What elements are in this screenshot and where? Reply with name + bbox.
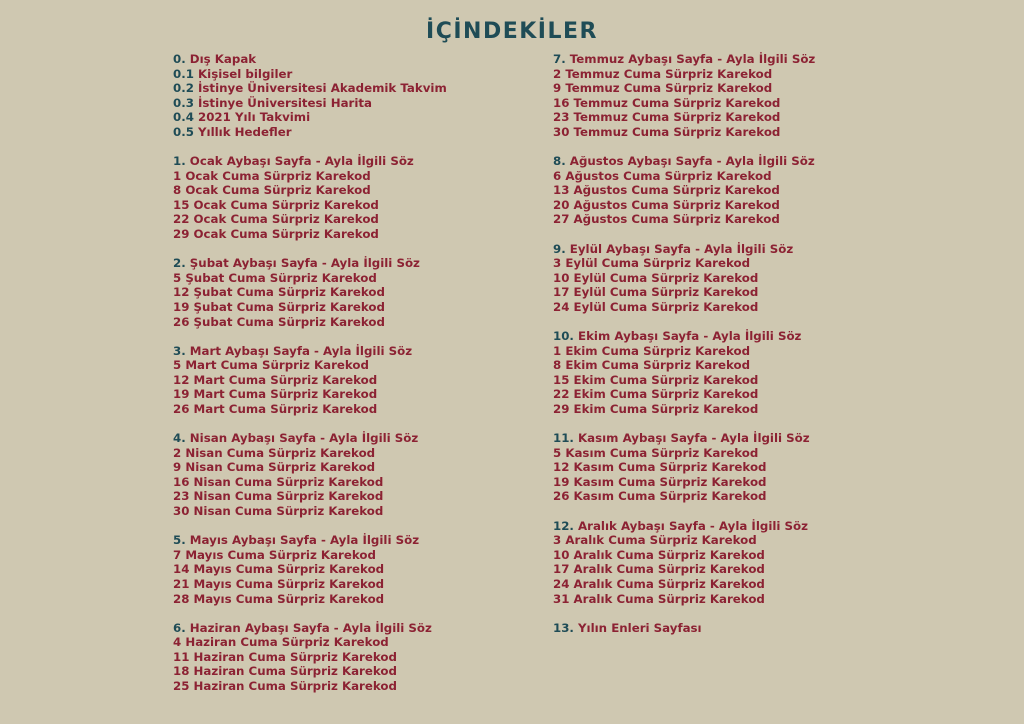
toc-entry-number: 7. xyxy=(553,52,566,66)
toc-entry xyxy=(173,154,447,169)
toc-entry xyxy=(553,533,815,548)
toc-entry xyxy=(173,256,447,271)
toc-entry xyxy=(173,183,447,198)
toc-entry-text: 2021 Yılı Takvimi xyxy=(193,110,311,125)
toc-entry-text: Ocak Aybaşı Sayfa - Ayla İlgili Söz xyxy=(185,154,414,169)
toc-entry xyxy=(553,81,815,96)
toc-entry-number: 0.5 xyxy=(173,124,194,139)
toc-entry-number: 0.3 xyxy=(173,95,194,110)
toc-entry xyxy=(553,96,815,111)
toc-entry-number: 2. xyxy=(173,256,186,271)
toc-entry-text: 26 Kasım Cuma Sürpriz Karekod xyxy=(553,489,767,504)
toc-entry-text: Dış Kapak xyxy=(185,52,257,66)
toc-entry-text: 8 Ocak Cuma Sürpriz Karekod xyxy=(173,183,371,198)
toc-entry xyxy=(173,402,447,417)
toc-entry xyxy=(553,358,815,373)
toc-entry xyxy=(173,387,447,402)
toc-entry-text: 5 Mart Cuma Sürpriz Karekod xyxy=(173,358,369,373)
toc-entry-number: 10. xyxy=(553,329,574,343)
toc-entry xyxy=(173,67,447,82)
toc-entry xyxy=(173,446,447,461)
page-title: İÇİNDEKİLER xyxy=(426,19,598,44)
toc-entry-text: Mayıs Aybaşı Sayfa - Ayla İlgili Söz xyxy=(185,533,420,548)
toc-entry xyxy=(553,110,815,125)
toc-entry-text: 27 Ağustos Cuma Sürpriz Karekod xyxy=(553,212,780,227)
toc-entry xyxy=(173,315,447,330)
toc-entry-number: 6. xyxy=(173,620,186,635)
toc-entry-text: 22 Ocak Cuma Sürpriz Karekod xyxy=(173,212,379,227)
toc-group xyxy=(173,621,447,694)
toc-entry xyxy=(553,519,815,534)
toc-entry xyxy=(173,169,447,184)
toc-entry-text: 17 Aralık Cuma Sürpriz Karekod xyxy=(553,562,765,577)
toc-entry xyxy=(173,198,447,213)
toc-entry xyxy=(173,533,447,548)
toc-entry-text: 12 Şubat Cuma Sürpriz Karekod xyxy=(173,285,385,300)
toc-group xyxy=(553,431,815,504)
toc-entry xyxy=(553,446,815,461)
toc-entry xyxy=(553,475,815,490)
toc-entry xyxy=(553,285,815,300)
toc-entry-text: 3 Aralık Cuma Sürpriz Karekod xyxy=(553,533,757,548)
toc-entry xyxy=(553,344,815,359)
toc-entry xyxy=(173,212,447,227)
toc-entry-text: Eylül Aybaşı Sayfa - Ayla İlgili Söz xyxy=(565,241,794,256)
toc-entry xyxy=(173,548,447,563)
toc-group xyxy=(553,154,815,227)
toc-entry-text: 21 Mayıs Cuma Sürpriz Karekod xyxy=(173,576,385,591)
toc-entry xyxy=(173,285,447,300)
toc-entry-text: 22 Ekim Cuma Sürpriz Karekod xyxy=(553,387,759,402)
toc-entry xyxy=(553,621,815,636)
toc-entry xyxy=(173,110,447,125)
toc-entry-text: 4 Haziran Cuma Sürpriz Karekod xyxy=(173,635,389,650)
toc-entry-number: 0.1 xyxy=(173,66,194,81)
toc-entry-text: İstinye Üniversitesi Harita xyxy=(193,95,373,110)
toc-entry-text: 5 Şubat Cuma Sürpriz Karekod xyxy=(173,270,377,285)
toc-entry-text: Kasım Aybaşı Sayfa - Ayla İlgili Söz xyxy=(573,431,810,446)
toc-entry-text: 14 Mayıs Cuma Sürpriz Karekod xyxy=(173,562,385,577)
toc-entry xyxy=(173,81,447,96)
toc-entry xyxy=(553,67,815,82)
toc-entry xyxy=(553,125,815,140)
toc-entry xyxy=(553,592,815,607)
toc-entry-text: 31 Aralık Cuma Sürpriz Karekod xyxy=(553,591,765,606)
toc-group xyxy=(173,533,447,606)
toc-entry xyxy=(553,271,815,286)
toc-entry-text: 13 Ağustos Cuma Sürpriz Karekod xyxy=(553,183,780,198)
toc-entry-text: Aralık Aybaşı Sayfa - Ayla İlgili Söz xyxy=(573,518,809,533)
toc-entry-text: Şubat Aybaşı Sayfa - Ayla İlgili Söz xyxy=(185,256,420,271)
toc-entry xyxy=(173,650,447,665)
toc-entry-number: 11. xyxy=(553,431,574,446)
toc-entry-text: 16 Nisan Cuma Sürpriz Karekod xyxy=(173,474,384,489)
toc-entry-text: 30 Nisan Cuma Sürpriz Karekod xyxy=(173,504,384,519)
toc-entry-text: 23 Temmuz Cuma Sürpriz Karekod xyxy=(553,110,781,125)
toc-entry-text: İstinye Üniversitesi Akademik Takvim xyxy=(193,81,447,96)
toc-entry xyxy=(553,387,815,402)
toc-entry xyxy=(553,212,815,227)
toc-entry xyxy=(553,577,815,592)
toc-entry xyxy=(173,489,447,504)
toc-entry-text: 29 Ekim Cuma Sürpriz Karekod xyxy=(553,401,759,416)
toc-entry xyxy=(553,256,815,271)
toc-entry xyxy=(553,460,815,475)
toc-entry-number: 9. xyxy=(553,241,566,256)
toc-left-column xyxy=(173,52,447,708)
toc-entry xyxy=(173,460,447,475)
toc-entry xyxy=(553,562,815,577)
toc-entry-text: 19 Şubat Cuma Sürpriz Karekod xyxy=(173,299,385,314)
toc-entry-text: 26 Mart Cuma Sürpriz Karekod xyxy=(173,401,378,416)
toc-entry xyxy=(553,431,815,446)
toc-entry xyxy=(173,592,447,607)
toc-entry-number: 1. xyxy=(173,154,186,169)
toc-entry-text: 24 Aralık Cuma Sürpriz Karekod xyxy=(553,576,765,591)
toc-entry xyxy=(553,183,815,198)
toc-group xyxy=(553,242,815,315)
toc-entry-text: 28 Mayıs Cuma Sürpriz Karekod xyxy=(173,591,385,606)
toc-group xyxy=(173,154,447,242)
toc-entry-text: Nisan Aybaşı Sayfa - Ayla İlgili Söz xyxy=(185,431,419,446)
toc-entry xyxy=(553,300,815,315)
toc-entry-text: 8 Ekim Cuma Sürpriz Karekod xyxy=(553,358,751,373)
toc-entry-number: 13. xyxy=(553,620,574,635)
toc-entry-number: 0. xyxy=(173,52,186,66)
toc-entry-text: 9 Temmuz Cuma Sürpriz Karekod xyxy=(553,81,773,96)
toc-entry xyxy=(553,329,815,344)
toc-group xyxy=(173,344,447,417)
toc-entry-number: 0.4 xyxy=(173,110,194,125)
toc-entry-text: 9 Nisan Cuma Sürpriz Karekod xyxy=(173,460,376,475)
toc-entry-text: 12 Mart Cuma Sürpriz Karekod xyxy=(173,372,378,387)
toc-entry xyxy=(173,52,447,67)
toc-entry-text: 20 Ağustos Cuma Sürpriz Karekod xyxy=(553,197,780,212)
toc-group xyxy=(553,621,815,636)
toc-group xyxy=(553,329,815,417)
toc-entry xyxy=(173,562,447,577)
toc-entry-number: 12. xyxy=(553,518,574,533)
toc-entry-text: 15 Ocak Cuma Sürpriz Karekod xyxy=(173,197,379,212)
toc-entry xyxy=(553,373,815,388)
toc-entry xyxy=(173,577,447,592)
toc-entry xyxy=(173,664,447,679)
toc-entry-text: 5 Kasım Cuma Sürpriz Karekod xyxy=(553,445,759,460)
toc-entry-text: 19 Kasım Cuma Sürpriz Karekod xyxy=(553,474,767,489)
toc-entry xyxy=(553,154,815,169)
toc-entry xyxy=(173,96,447,111)
toc-entry-text: 16 Temmuz Cuma Sürpriz Karekod xyxy=(553,95,781,110)
toc-entry-text: Haziran Aybaşı Sayfa - Ayla İlgili Söz xyxy=(185,620,432,635)
toc-entry-text: 1 Ekim Cuma Sürpriz Karekod xyxy=(553,343,751,358)
toc-entry-text: 24 Eylül Cuma Sürpriz Karekod xyxy=(553,299,759,314)
toc-entry xyxy=(173,271,447,286)
toc-group xyxy=(173,52,447,140)
toc-group xyxy=(553,519,815,607)
toc-entry xyxy=(553,198,815,213)
toc-entry-text: 18 Haziran Cuma Sürpriz Karekod xyxy=(173,664,397,679)
toc-entry-text: 2 Nisan Cuma Sürpriz Karekod xyxy=(173,445,376,460)
toc-entry-text: Yıllık Hedefler xyxy=(193,124,292,139)
toc-group xyxy=(553,52,815,140)
toc-entry-text: Mart Aybaşı Sayfa - Ayla İlgili Söz xyxy=(185,343,413,358)
toc-entry-text: 17 Eylül Cuma Sürpriz Karekod xyxy=(553,285,759,300)
toc-entry xyxy=(553,242,815,257)
toc-entry-text: 11 Haziran Cuma Sürpriz Karekod xyxy=(173,649,397,664)
toc-entry-text: 7 Mayıs Cuma Sürpriz Karekod xyxy=(173,547,376,562)
toc-entry xyxy=(553,169,815,184)
toc-entry xyxy=(173,679,447,694)
toc-entry xyxy=(173,344,447,359)
toc-entry-text: 6 Ağustos Cuma Sürpriz Karekod xyxy=(553,168,772,183)
toc-entry-number: 4. xyxy=(173,431,186,446)
toc-entry xyxy=(173,300,447,315)
toc-entry xyxy=(553,489,815,504)
toc-entry-text: 25 Haziran Cuma Sürpriz Karekod xyxy=(173,678,397,693)
toc-entry xyxy=(553,402,815,417)
toc-entry-text: 12 Kasım Cuma Sürpriz Karekod xyxy=(553,460,767,475)
toc-entry xyxy=(173,125,447,140)
toc-entry-text: 26 Şubat Cuma Sürpriz Karekod xyxy=(173,314,385,329)
toc-entry xyxy=(173,373,447,388)
toc-entry xyxy=(173,475,447,490)
toc-entry-text: 19 Mart Cuma Sürpriz Karekod xyxy=(173,387,378,402)
toc-entry-number: 0.2 xyxy=(173,81,194,96)
toc-entry-text: Kişisel bilgiler xyxy=(193,66,293,81)
toc-entry-text: Ekim Aybaşı Sayfa - Ayla İlgili Söz xyxy=(573,329,802,343)
toc-entry xyxy=(173,621,447,636)
toc-entry-number: 8. xyxy=(553,154,566,169)
toc-entry-text: Yılın Enleri Sayfası xyxy=(573,620,702,635)
toc-entry-text: 3 Eylül Cuma Sürpriz Karekod xyxy=(553,256,751,271)
toc-entry xyxy=(173,358,447,373)
toc-entry xyxy=(173,635,447,650)
toc-entry-text: 15 Ekim Cuma Sürpriz Karekod xyxy=(553,372,759,387)
toc-group xyxy=(173,256,447,329)
toc-entry xyxy=(553,548,815,563)
toc-entry-text: 2 Temmuz Cuma Sürpriz Karekod xyxy=(553,66,773,81)
toc-entry-text: 10 Eylül Cuma Sürpriz Karekod xyxy=(553,270,759,285)
toc-entry-number: 3. xyxy=(173,343,186,358)
toc-entry xyxy=(173,431,447,446)
toc-entry xyxy=(173,227,447,242)
toc-entry-text: 1 Ocak Cuma Sürpriz Karekod xyxy=(173,168,371,183)
toc-group xyxy=(173,431,447,519)
toc-entry-text: Temmuz Aybaşı Sayfa - Ayla İlgili Söz xyxy=(565,52,816,66)
toc-entry-text: 29 Ocak Cuma Sürpriz Karekod xyxy=(173,227,379,242)
toc-entry-text: 10 Aralık Cuma Sürpriz Karekod xyxy=(553,547,765,562)
toc-entry-text: Ağustos Aybaşı Sayfa - Ayla İlgili Söz xyxy=(565,154,815,169)
toc-entry xyxy=(553,52,815,67)
toc-entry-number: 5. xyxy=(173,533,186,548)
toc-entry xyxy=(173,504,447,519)
toc-right-column xyxy=(553,52,815,650)
toc-entry-text: 23 Nisan Cuma Sürpriz Karekod xyxy=(173,489,384,504)
toc-entry-text: 30 Temmuz Cuma Sürpriz Karekod xyxy=(553,124,781,139)
